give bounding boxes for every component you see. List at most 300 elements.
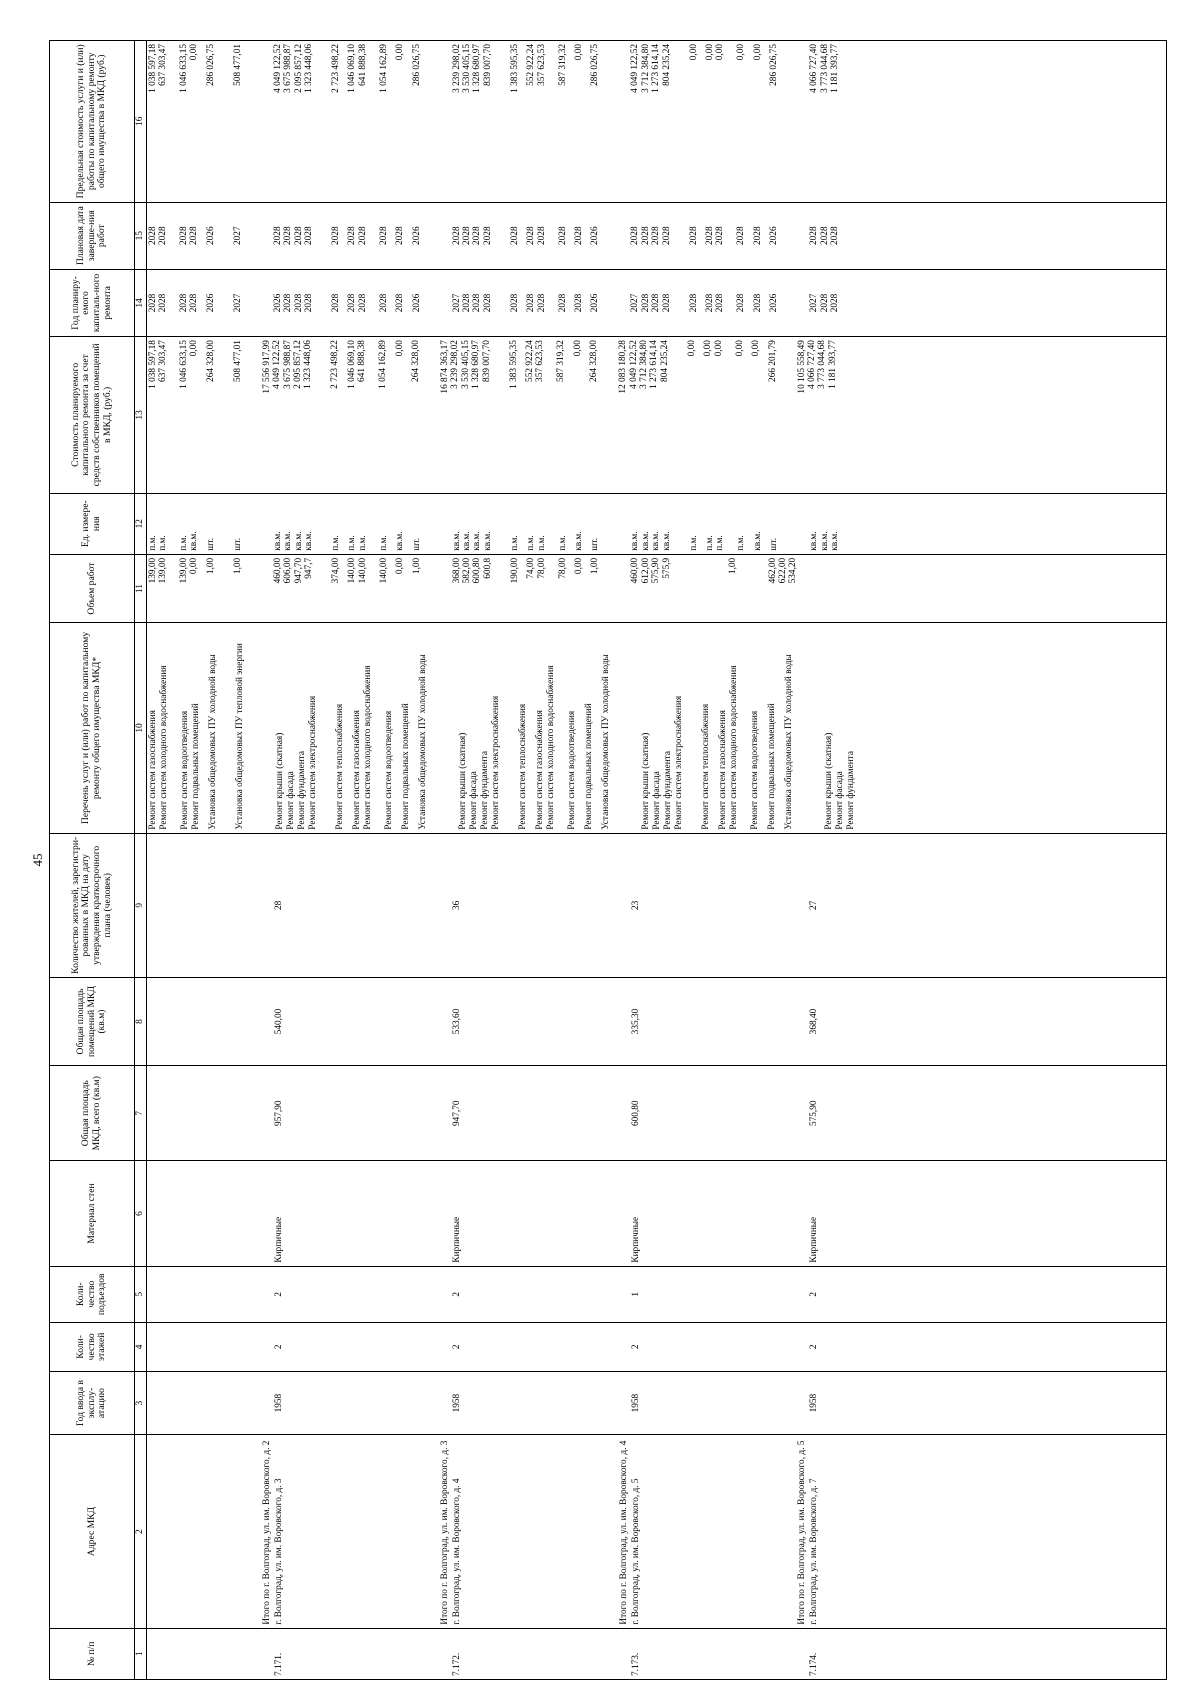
house-floors: 2 [630, 1344, 641, 1350]
work-end-date: 2028 [819, 226, 830, 245]
work-unit: кв.м. [272, 531, 283, 551]
work-volume: 575,90 [651, 557, 662, 584]
work-year: 2028 [357, 293, 368, 313]
work-name: Ремонт систем теплоснабжения [700, 703, 711, 830]
work-year: 2027 [451, 293, 462, 313]
work-unit: п.м. [688, 535, 699, 551]
work-end-date: 2028 [272, 226, 283, 245]
work-end-date: 2028 [651, 226, 662, 245]
work-name: Ремонт систем теплоснабжения [517, 703, 528, 830]
work-limit-cost: 804 235,24 [661, 44, 672, 86]
house-area-total: 957,90 [273, 1100, 284, 1127]
work-name: Ремонт фасада [468, 771, 479, 830]
work-cost: 264 328,00 [589, 340, 600, 382]
work-limit-cost: 1 323 448,06 [303, 44, 314, 93]
work-limit-cost: 0,00 [395, 44, 406, 61]
work-year: 2028 [830, 293, 841, 313]
house-total-label: Итого по г. Волгоград, ул. им. Воровского, д. 4 [618, 1440, 629, 1625]
work-cost: 1 054 162,89 [378, 340, 389, 389]
house-walls: Кирпичные [273, 1216, 284, 1263]
work-year: 2028 [482, 293, 493, 313]
house-area-rooms: 533,60 [451, 1008, 462, 1035]
work-unit: п.м. [178, 535, 189, 551]
work-year: 2026 [205, 293, 216, 313]
work-volume: 575,9 [661, 557, 672, 579]
work-name: Ремонт систем электроснабжения [307, 695, 318, 830]
col-header-6: Материал стен [50, 1161, 135, 1266]
work-cost: 0,00 [734, 340, 745, 357]
work-limit-cost: 286 026,75 [411, 44, 422, 86]
work-limit-cost: 0,00 [574, 44, 585, 61]
work-end-date: 2028 [526, 226, 537, 245]
house-address: г. Волгоград, ул. им. Воровского, д. 3 [273, 1478, 284, 1625]
work-name: Установка общедомовых ПУ тепловой энергии [234, 643, 245, 830]
work-volume: 1,00 [727, 557, 738, 575]
work-volume: 190,00 [509, 557, 520, 584]
work-name: Ремонт подвальных помещений [583, 703, 594, 830]
work-unit: кв.м. [630, 531, 641, 551]
work-cost: 0,00 [686, 340, 697, 357]
floors-column [146, 1322, 1166, 1371]
work-unit: кв.м. [303, 531, 314, 551]
work-year: 2028 [347, 293, 358, 313]
work-name: Ремонт систем газоснабжения [534, 710, 545, 830]
col-number: 3 [135, 1371, 147, 1435]
work-volume: 140,00 [357, 557, 368, 584]
work-name: Ремонт систем холодного водоснабжения [728, 665, 739, 830]
row-number: 7.171. [273, 1652, 284, 1676]
work-limit-cost: 1 273 614,14 [651, 44, 662, 93]
work-volume: 1,00 [590, 557, 601, 575]
col-number: 12 [135, 493, 147, 554]
work-end-date: 2028 [357, 226, 368, 245]
volume-column [146, 554, 1166, 622]
column-number-row [135, 41, 147, 1680]
work-end-date: 2028 [830, 226, 841, 245]
work-end-date: 2028 [157, 226, 168, 245]
work-end-date: 2028 [715, 226, 726, 245]
work-cost: 0,00 [394, 340, 405, 357]
col-header-13: Стоимость планируемого капитального ремонта за счет средств собственников помещений в МКД, (руб.) [50, 337, 135, 494]
work-cost: 508 477,01 [232, 340, 243, 382]
work-year: 2028 [819, 293, 830, 313]
work-volume: 462,00 [767, 557, 778, 584]
work-name: Ремонт систем электроснабжения [490, 695, 501, 830]
work-volume: 1,00 [205, 557, 216, 575]
numbers-column [146, 1628, 1166, 1679]
col-header-2: Адрес МКД [50, 1435, 135, 1628]
house-floors: 2 [808, 1344, 819, 1350]
work-unit: кв.м. [472, 531, 483, 551]
work-unit: п.м. [157, 535, 168, 551]
page-number: 45 [30, 853, 45, 867]
limit-cost-column [146, 41, 1166, 203]
house-residents: 36 [451, 900, 462, 910]
col-header-5: Коли-чество подъездов [50, 1266, 135, 1322]
work-end-date: 2028 [178, 226, 189, 245]
work-volume: 0,00 [395, 557, 406, 575]
row-number: 7.173. [630, 1652, 641, 1676]
work-year: 2028 [705, 293, 716, 313]
col-number: 11 [135, 554, 147, 622]
work-limit-cost: 1 038 597,18 [147, 44, 158, 93]
work-limit-cost: 1 054 162,89 [378, 44, 389, 93]
work-unit: п.м. [536, 535, 547, 551]
work-limit-cost: 839 007,70 [482, 44, 493, 86]
work-cost: 587 319,32 [556, 340, 567, 382]
house-total-label: Итого по г. Волгоград, ул. им. Воровского, д. 5 [796, 1440, 807, 1625]
work-end-date: 2028 [688, 226, 699, 245]
work-cost: 2 095 857,12 [292, 340, 303, 389]
work-end-date: 2028 [293, 226, 304, 245]
area-rooms-column [146, 977, 1166, 1065]
work-name: Ремонт крыши (скатная) [640, 732, 651, 830]
col-header-8: Общая площадь помещений МКД (кв.м) [50, 977, 135, 1065]
work-volume: 612,00 [640, 557, 651, 584]
table-body [146, 41, 1166, 1680]
house-residents: 27 [808, 900, 819, 910]
house-total-cost: 17 556 917,99 [261, 340, 272, 394]
house-entrances: 1 [630, 1291, 641, 1297]
work-cost: 264 328,00 [411, 340, 421, 382]
work-name: Установка общедомовых ПУ холодной воды [600, 654, 611, 830]
col-number: 14 [135, 269, 147, 336]
work-name: Ремонт систем газоснабжения [717, 710, 728, 830]
house-address: г. Волгоград, ул. им. Воровского, д. 5 [630, 1478, 641, 1625]
work-end-date: 2028 [395, 226, 406, 245]
house-year: 1958 [273, 1393, 284, 1413]
work-cost: 641 888,38 [357, 340, 368, 382]
work-name: Ремонт крыши (скатная) [823, 732, 834, 830]
work-cost: 4 066 727,40 [806, 340, 817, 389]
work-limit-cost: 1 328 680,97 [472, 44, 483, 93]
house-total-cost: 10 105 558,49 [796, 340, 807, 394]
work-name: Ремонт систем холодного водоснабжения [158, 665, 169, 830]
work-name: Ремонт систем холодного водоснабжения [362, 665, 373, 830]
work-unit: п.м. [715, 535, 726, 551]
work-end-date: 2026 [411, 226, 422, 245]
house-area-rooms: 540,00 [273, 1008, 284, 1035]
residents-column [146, 833, 1166, 977]
work-cost: 0,00 [703, 340, 714, 357]
work-cost: 4 049 122,52 [628, 340, 639, 389]
work-volume: 582,00 [462, 557, 472, 584]
house-year: 1958 [451, 1393, 462, 1413]
col-number: 6 [135, 1161, 147, 1266]
work-name: Ремонт систем водоотведения [179, 710, 190, 830]
work-unit: шт. [769, 537, 780, 551]
work-unit: п.м. [526, 535, 537, 551]
col-header-9: Количество жителей, зарегистри-рованных в МКД на дату утверждения краткосрочного плана (человек) [50, 833, 135, 977]
work-name: Установка общедомовых ПУ холодной воды [417, 654, 428, 830]
work-limit-cost: 1 046 633,15 [178, 44, 189, 93]
house-floors: 2 [273, 1344, 284, 1350]
work-year: 2028 [661, 293, 672, 313]
house-total-label: Итого по г. Волгоград, ул. им. Воровского, д. 2 [261, 1440, 272, 1625]
col-number: 8 [135, 977, 147, 1065]
work-unit: кв.м. [830, 531, 841, 551]
work-volume: 140,00 [347, 557, 358, 584]
work-year: 2028 [157, 293, 168, 313]
work-name: Ремонт систем холодного водоснабжения [545, 665, 556, 830]
work-volume [695, 558, 716, 619]
col-number: 16 [135, 41, 147, 203]
col-header-12: Ед. измере-ния [50, 493, 135, 554]
work-cost: 1 323 448,06 [303, 340, 314, 389]
work-year: 2028 [303, 293, 314, 313]
work-name: Установка общедомовых ПУ холодной воды [783, 654, 794, 830]
work-volume: 0,00 [189, 557, 200, 575]
col-header-10: Перечень услуг и (или) работ по капитальному ремонту общего имущества МКД* [50, 623, 135, 833]
work-year: 2028 [330, 293, 341, 313]
house-walls: Кирпичные [451, 1216, 462, 1263]
work-limit-cost: 4 049 122,52 [272, 44, 283, 93]
work-cost: 839 007,70 [481, 340, 492, 382]
work-volume: 0,00 [574, 557, 585, 575]
works-column [146, 623, 1166, 833]
col-number: 15 [135, 202, 147, 269]
work-unit: шт. [232, 537, 243, 551]
work-limit-cost: 637 303,47 [157, 44, 168, 86]
work-end-date: 2028 [640, 226, 651, 245]
work-year: 2028 [147, 293, 158, 313]
work-limit-cost: 4 049 122,52 [630, 44, 641, 93]
work-cost: 2 723 498,22 [330, 340, 341, 389]
work-end-date: 2028 [809, 226, 820, 245]
work-volume: 139,00 [147, 557, 158, 584]
work-limit-cost: 2 723 498,22 [330, 44, 341, 93]
work-unit: п.м. [705, 535, 716, 551]
work-name: Ремонт фасада [651, 771, 662, 830]
work-volume: 368,00 [451, 557, 462, 584]
work-volume: 600,80 [472, 557, 483, 584]
work-cost: 0,00 [713, 340, 724, 357]
unit-column [146, 493, 1166, 554]
work-name: Ремонт подвальных помещений [190, 703, 201, 830]
work-year: 2028 [574, 293, 585, 313]
work-year: 2026 [272, 293, 283, 313]
work-unit: п.м. [557, 535, 568, 551]
work-limit-cost: 0,00 [715, 44, 726, 61]
rotated-sheet [27, 40, 1167, 1680]
work-limit-cost: 587 319,32 [557, 44, 568, 86]
work-name: Ремонт фасада [834, 771, 845, 830]
house-total-label: Итого по г. Волгоград, ул. им. Воровского, д. 3 [439, 1440, 450, 1625]
walls-column [146, 1161, 1166, 1266]
col-header-7: Общая площадь МКД, всего (кв.м) [50, 1066, 135, 1161]
work-cost: 3 675 988,87 [282, 340, 293, 389]
work-end-date: 2028 [482, 226, 493, 245]
work-volume: 947,70 [293, 557, 304, 584]
work-year: 2028 [752, 293, 763, 313]
col-number: 7 [135, 1066, 147, 1161]
work-year: 2028 [526, 293, 537, 313]
work-end-date: 2027 [232, 226, 243, 245]
work-year: 2026 [769, 293, 780, 313]
work-unit: кв.м. [752, 531, 763, 551]
col-header-11: Объем работ [50, 554, 135, 622]
work-limit-cost: 4 066 727,40 [809, 44, 820, 93]
work-volume: 606,00 [283, 557, 294, 584]
work-name: Ремонт крыши (скатная) [274, 732, 285, 830]
work-year: 2028 [378, 293, 389, 313]
row-number: 7.174. [808, 1652, 819, 1676]
house-area-total: 575,90 [808, 1100, 819, 1127]
house-address: г. Волгоград, ул. им. Воровского, д. 4 [451, 1478, 462, 1625]
work-end-date: 2028 [661, 226, 672, 245]
work-unit: п.м. [147, 535, 158, 551]
house-total-cost: 12 083 180,28 [618, 340, 629, 394]
work-year: 2028 [715, 293, 726, 313]
work-name: Ремонт фундамента [845, 751, 856, 830]
work-cost: 1 273 614,14 [649, 340, 660, 389]
work-limit-cost: 3 712 384,80 [640, 44, 651, 93]
work-end-date: 2028 [303, 226, 314, 245]
work-limit-cost: 1 383 595,35 [509, 44, 520, 93]
work-name: Ремонт систем газоснабжения [351, 710, 362, 830]
work-unit: кв.м. [651, 531, 662, 551]
work-end-date: 2028 [330, 226, 341, 245]
work-name: Ремонт систем электроснабжения [673, 695, 684, 830]
work-end-date: 2028 [630, 226, 641, 245]
row-number: 7.172. [451, 1652, 462, 1676]
work-unit: шт. [411, 537, 422, 551]
house-entrances: 2 [808, 1291, 819, 1297]
work-end-date: 2028 [736, 226, 747, 245]
work-volume: 140,00 [378, 557, 389, 584]
header-row [50, 41, 135, 1680]
work-end-date: 2028 [472, 226, 483, 245]
col-header-15: Плановая дата заверше-ния работ [50, 202, 135, 269]
work-volume: 600,8 [482, 557, 493, 579]
work-cost: 0,00 [189, 340, 200, 357]
work-name: Ремонт систем водоотведения [383, 710, 394, 830]
work-end-date: 2028 [347, 226, 358, 245]
col-header-14: Год планиру-емого капиталь-ного ремонта [50, 269, 135, 336]
col-number: 2 [135, 1435, 147, 1628]
work-limit-cost: 2 095 857,12 [293, 44, 304, 93]
work-limit-cost: 286 026,75 [769, 44, 780, 86]
work-unit: кв.м. [819, 531, 830, 551]
work-limit-cost: 286 026,75 [590, 44, 601, 86]
year-column [146, 1371, 1166, 1435]
work-year: 2028 [395, 293, 406, 313]
work-end-date: 2028 [752, 226, 763, 245]
work-end-date: 2028 [574, 226, 585, 245]
work-unit: кв.м. [283, 531, 294, 551]
work-unit: п.м. [509, 535, 520, 551]
work-volume: 374,00 [330, 557, 341, 584]
work-year: 2027 [630, 293, 641, 313]
work-unit: шт. [590, 537, 601, 551]
work-cost: 4 049 122,52 [272, 340, 283, 389]
house-entrances: 2 [273, 1291, 284, 1297]
work-year: 2027 [809, 293, 820, 313]
work-cost: 0,00 [572, 340, 583, 357]
house-area-rooms: 335,30 [630, 1008, 641, 1035]
work-end-date: 2026 [590, 226, 601, 245]
work-volume: 139,00 [178, 557, 189, 584]
work-unit: кв.м. [395, 531, 406, 551]
work-year: 2028 [536, 293, 547, 313]
work-cost: 3 530 405,15 [460, 340, 471, 389]
work-end-date: 2028 [283, 226, 294, 245]
work-unit: кв.м. [293, 531, 304, 551]
work-name: Установка общедомовых ПУ холодной воды [207, 654, 218, 830]
work-unit: кв.м. [482, 531, 493, 551]
work-volume: 460,00 [272, 557, 283, 584]
house-residents: 28 [273, 900, 284, 910]
work-year: 2028 [736, 293, 747, 313]
work-unit: кв.м. [451, 531, 462, 551]
work-cost: 1 046 069,10 [346, 340, 357, 389]
work-volume: 74,00 [526, 557, 537, 579]
work-unit: кв.м. [661, 531, 672, 551]
work-volume: 460,00 [630, 557, 641, 584]
work-cost: 804 235,24 [659, 340, 670, 382]
work-name: Ремонт систем водоотведения [749, 710, 760, 830]
col-number: 4 [135, 1322, 147, 1371]
end-date-column [146, 202, 1166, 269]
work-volume: 947,7 [303, 557, 314, 579]
work-end-date: 2028 [462, 226, 472, 245]
work-cost: 1 038 597,18 [147, 340, 158, 389]
work-year: 2026 [590, 293, 601, 313]
work-unit: п.м. [378, 535, 389, 551]
work-year: 2028 [472, 293, 483, 313]
work-limit-cost: 0,00 [189, 44, 200, 61]
work-limit-cost: 357 623,53 [536, 44, 547, 86]
work-name: Ремонт крыши (скатная) [457, 732, 468, 830]
work-year: 2028 [557, 293, 568, 313]
house-walls: Кирпичные [808, 1216, 819, 1263]
work-unit: п.м. [736, 535, 747, 551]
work-year: 2028 [509, 293, 520, 313]
work-limit-cost: 3 675 988,87 [283, 44, 294, 93]
work-year: 2028 [640, 293, 651, 313]
work-volume: 1,00 [411, 557, 422, 575]
house-area-total: 600,80 [630, 1100, 641, 1127]
work-limit-cost: 286 026,75 [205, 44, 216, 86]
work-cost: 266 201,79 [767, 340, 778, 382]
work-cost: 3 773 044,68 [817, 340, 828, 389]
work-cost: 1 328 680,97 [471, 340, 482, 389]
work-year: 2026 [411, 293, 422, 313]
entrances-column [146, 1266, 1166, 1322]
work-end-date: 2028 [147, 226, 158, 245]
work-name: Ремонт систем теплоснабжения [334, 703, 345, 830]
house-year: 1958 [630, 1393, 641, 1413]
work-cost: 1 383 595,35 [508, 340, 519, 389]
work-name: Ремонт подвальных помещений [766, 703, 777, 830]
col-header-16: Предельная стоимость услуги и (или) работы по капитальному ремонту общего имущества в МКД (руб.) [50, 41, 135, 203]
col-number: 13 [135, 337, 147, 494]
work-year: 2028 [688, 293, 699, 313]
work-limit-cost: 0,00 [752, 44, 763, 61]
work-cost: 0,00 [751, 340, 762, 357]
work-name: Ремонт подвальных помещений [400, 703, 411, 830]
house-area-total: 947,70 [451, 1100, 462, 1127]
work-year: 2027 [232, 293, 243, 313]
work-cost: 3 239 298,02 [450, 340, 461, 389]
work-unit: шт. [205, 537, 216, 551]
work-volume: 1,00 [232, 557, 243, 575]
work-limit-cost: 3 530 405,15 [462, 44, 472, 93]
col-header-1: № п/п [50, 1628, 135, 1679]
work-year: 2028 [651, 293, 662, 313]
work-end-date: 2028 [451, 226, 462, 245]
work-cost: 1 181 393,77 [827, 340, 838, 389]
